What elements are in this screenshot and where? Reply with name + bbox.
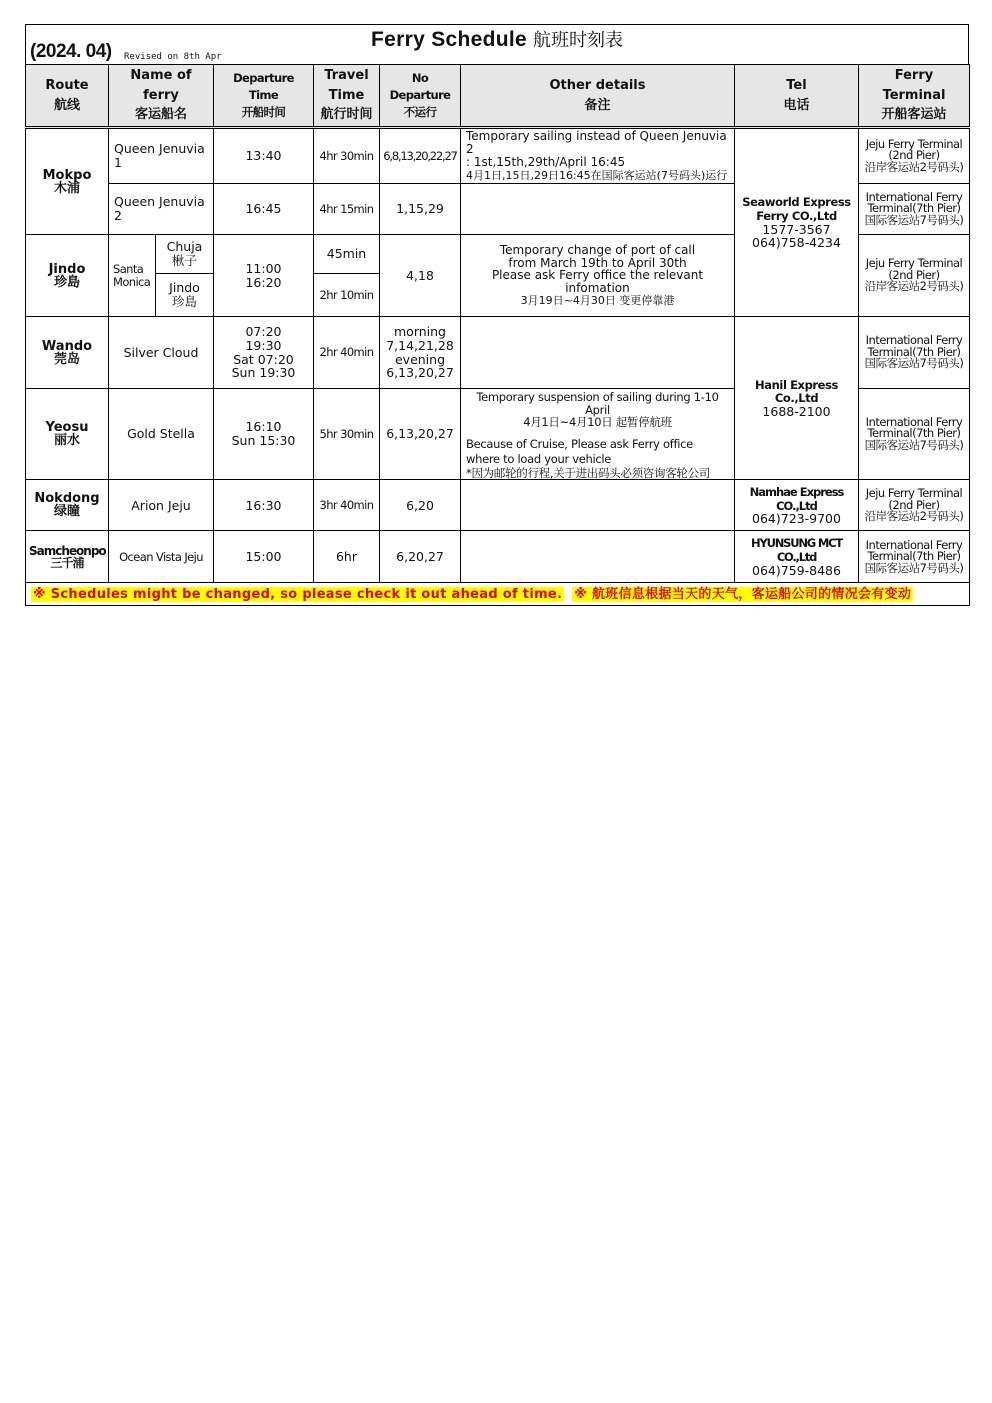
- header-terminal: Ferry Terminal 开船客运站: [859, 65, 970, 128]
- table-row: [26, 480, 970, 531]
- ferry-name: Santa Monica: [109, 235, 156, 317]
- tel-hyunsung: HYUNSUNG MCT CO.,Ltd 064)759-8486: [735, 531, 859, 583]
- other-details: [461, 184, 735, 235]
- header-details: Other details 备注: [461, 65, 735, 128]
- route-cell: Mokpo 木浦: [26, 128, 109, 235]
- notice-en: ※ Schedules might be changed, so please check it out ahead of time.: [33, 586, 563, 602]
- header-no-departure: No Departure 不运行: [380, 65, 461, 128]
- travel-time: 3hr 40min: [314, 480, 380, 531]
- other-details: Temporary change of port of call from March 19th to April 30th Please ask Ferry office the relevant infomation 3月19日~4月30日 变更停靠港: [461, 235, 735, 317]
- no-departure: 6,13,20,27: [380, 389, 461, 480]
- page-title: [26, 26, 968, 52]
- no-departure: 6,20,27: [380, 531, 461, 583]
- route-cell: Jindo 珍島: [26, 235, 109, 317]
- ferry-sub-route: Jindo 珍島: [156, 274, 214, 317]
- ferry-name: Gold Stella: [109, 389, 214, 480]
- travel-time: 2hr 40min: [314, 317, 380, 389]
- ferry-sub-route: Chuja 楸子: [156, 235, 214, 274]
- departure-time: 07:20 19:30 Sat 07:20 Sun 19:30: [214, 317, 314, 389]
- ferry-name: Ocean Vista Jeju: [109, 531, 214, 583]
- tel-namhae: Namhae Express CO.,Ltd 064)723-9700: [735, 480, 859, 531]
- header-row: [26, 65, 970, 128]
- travel-time: 4hr 15min: [314, 184, 380, 235]
- ferry-terminal: International Ferry Terminal(7th Pier) 国际客运站7号码头): [859, 389, 970, 480]
- departure-time: 16:30: [214, 480, 314, 531]
- header-departure: Departure Time 开船时间: [214, 65, 314, 128]
- ferry-name: Silver Cloud: [109, 317, 214, 389]
- other-details: [461, 317, 735, 389]
- other-details: Temporary suspension of sailing during 1-10 April 4月1日~4月10日 起暂停航班 Because of Cruise, Please ask Ferry office where to load your vehicle *因为邮轮的行程,关于进出码头必须咨询客轮公司: [461, 389, 735, 480]
- header-route: Route 航线: [26, 65, 109, 128]
- ferry-terminal: Jeju Ferry Terminal (2nd Pier) 沿岸客运站2号码头): [859, 128, 970, 184]
- notice-cn: ※ 航班信息根据当天的天气，客运船公司的情况会有变动: [574, 586, 912, 602]
- route-cell: Wando 莞岛: [26, 317, 109, 389]
- travel-time: 4hr 30min: [314, 128, 380, 184]
- notice: [26, 583, 970, 606]
- title-cn: 航班时刻表: [532, 30, 623, 51]
- table-row: [26, 317, 970, 389]
- other-details: Temporary sailing instead of Queen Jenuvia 2 : 1st,15th,29th/April 16:45 4月1日,15日,29日16:45在国际客运站(7号码头)运行: [461, 128, 735, 184]
- tel-hanil: Hanil Express Co.,Ltd 1688-2100: [735, 317, 859, 480]
- other-details: [461, 480, 735, 531]
- ferry-name: Queen Jenuvia 1: [109, 128, 214, 184]
- other-details: [461, 531, 735, 583]
- ferry-schedule-sheet: [25, 24, 969, 606]
- tel-seaworld: Seaworld Express Ferry CO.,Ltd 1577-3567 064)758-4234: [735, 128, 859, 317]
- ferry-terminal: Jeju Ferry Terminal (2nd Pier) 沿岸客运站2号码头): [859, 235, 970, 317]
- ferry-name: Arion Jeju: [109, 480, 214, 531]
- title-bar: [25, 24, 969, 64]
- ferry-terminal: International Ferry Terminal(7th Pier) 国际客运站7号码头): [859, 184, 970, 235]
- ferry-terminal: International Ferry Terminal(7th Pier) 国际客运站7号码头): [859, 317, 970, 389]
- route-cell: Nokdong 绿瞳: [26, 480, 109, 531]
- route-cell: Yeosu 丽水: [26, 389, 109, 480]
- departure-time: 15:00: [214, 531, 314, 583]
- ferry-terminal: Jeju Ferry Terminal (2nd Pier) 沿岸客运站2号码头): [859, 480, 970, 531]
- schedule-table: [25, 64, 970, 606]
- no-departure: 6,20: [380, 480, 461, 531]
- ferry-name: Queen Jenuvia 2: [109, 184, 214, 235]
- notice-row: [26, 583, 970, 606]
- departure-time: 16:45: [214, 184, 314, 235]
- table-row: [26, 531, 970, 583]
- no-departure: 6,8,13,20,22,27: [380, 128, 461, 184]
- route-cell: Samcheonpo 三千浦: [26, 531, 109, 583]
- period: (2024. 04): [30, 41, 112, 62]
- title-en: Ferry Schedule: [371, 28, 527, 51]
- header-tel: Tel 电话: [735, 65, 859, 128]
- departure-time: 16:10 Sun 15:30: [214, 389, 314, 480]
- travel-time: 2hr 10min: [314, 274, 380, 317]
- departure-time: 13:40: [214, 128, 314, 184]
- header-travel: Travel Time 航行时间: [314, 65, 380, 128]
- travel-time: 45min: [314, 235, 380, 274]
- no-departure: 4,18: [380, 235, 461, 317]
- revised-note: Revised on 8th Apr: [124, 52, 222, 62]
- header-ferry: Name of ferry 客运船名: [109, 65, 214, 128]
- travel-time: 6hr: [314, 531, 380, 583]
- departure-time: 11:00 16:20: [214, 235, 314, 317]
- travel-time: 5hr 30min: [314, 389, 380, 480]
- ferry-terminal: International Ferry Terminal(7th Pier) 国际客运站7号码头): [859, 531, 970, 583]
- table-row: [26, 128, 970, 184]
- no-departure: morning 7,14,21,28 evening 6,13,20,27: [380, 317, 461, 389]
- no-departure: 1,15,29: [380, 184, 461, 235]
